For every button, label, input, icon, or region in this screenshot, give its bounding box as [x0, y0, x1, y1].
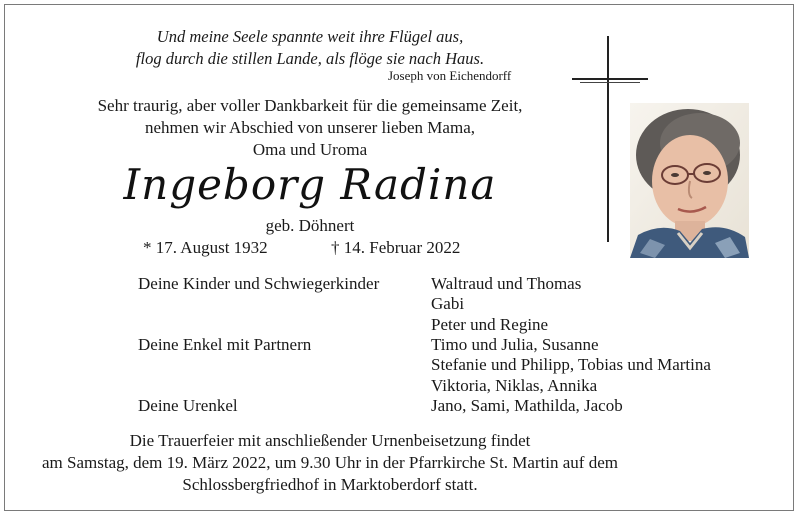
intro-line-1: Sehr traurig, aber voller Dankbarkeit für die gemeinsame Zeit,: [97, 96, 523, 115]
poem-author: Joseph von Eichendorff: [388, 68, 512, 83]
family-name-line: Timo und Julia, Susanne: [431, 335, 599, 354]
portrait-photo: [630, 103, 749, 258]
family-name-line: Gabi: [431, 294, 465, 313]
poem-line-1: Und meine Seele spannte weit ihre Flügel aus,: [156, 27, 464, 46]
intro-line-2: nehmen wir Abschied von unserer lieben Mama,: [145, 118, 475, 137]
family-name-line: Stefanie und Philipp, Tobias und Martina: [431, 355, 711, 374]
birth-date: * 17. August 1932: [143, 238, 268, 257]
family-name-line: Waltraud und Thomas: [431, 274, 582, 293]
family-name-line: Jano, Sami, Mathilda, Jacob: [431, 396, 623, 415]
service-line-2: am Samstag, dem 19. März 2022, um 9.30 Uhr in der Pfarrkirche St. Martin auf dem: [42, 453, 618, 472]
intro-line-3: Oma und Uroma: [252, 140, 368, 159]
children-label: Deine Kinder und Schwiegerkinder: [138, 274, 380, 293]
family-name-line: Peter und Regine: [431, 315, 549, 334]
deceased-name: Ingeborg Radina: [123, 160, 497, 209]
maiden-name: geb. Döhnert: [265, 216, 355, 235]
service-line-1: Die Trauerfeier mit anschließender Urnenbeisetzung findet: [129, 431, 531, 450]
poem-line-2: flog durch die stillen Lande, als flöge sie nach Haus.: [135, 49, 485, 68]
death-date: † 14. Februar 2022: [331, 238, 461, 257]
service-line-3: Schlossbergfriedhof in Marktoberdorf statt.: [182, 475, 478, 494]
great-grandchildren-label: Deine Urenkel: [138, 396, 238, 415]
family-name-line: Viktoria, Niklas, Annika: [431, 376, 598, 395]
grandchildren-label: Deine Enkel mit Partnern: [138, 335, 312, 354]
